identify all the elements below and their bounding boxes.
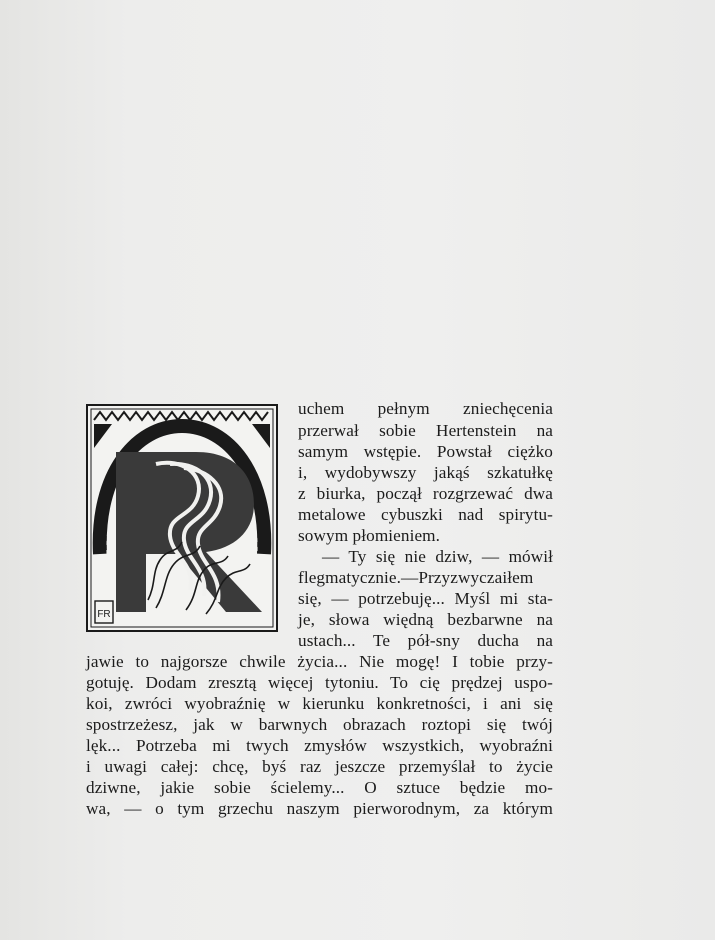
text-line: przerwał sobie Hertenstein na bbox=[298, 421, 553, 440]
text-line: je, słowa więdną bezbarwne na bbox=[298, 610, 553, 629]
text-line: flegmatycznie.—Przyzwyczaiłem bbox=[298, 568, 534, 587]
text-line: ustach... Te pół-sny ducha na bbox=[298, 631, 553, 650]
text-line: lęk... Potrzeba mi twych zmysłów wszystkich, wyobraźni bbox=[86, 736, 553, 755]
decorative-initial-r bbox=[86, 404, 278, 632]
text-line: i uwagi całej: chcę, byś raz jeszcze przemyślał to życie bbox=[86, 757, 553, 776]
text-line: spostrzeżesz, jak w barwnych obrazach roztopi się twój bbox=[86, 715, 553, 734]
text-line: samym wstępie. Powstał ciężko bbox=[298, 442, 553, 461]
text-line: sowym płomieniem. bbox=[298, 526, 441, 545]
text-line: koi, zwróci wyobraźnię w kierunku konkretności, i ani się bbox=[86, 694, 553, 713]
text-line: jawie to najgorsze chwile życia... Nie mogę! I tobie przy- bbox=[86, 652, 553, 671]
text-line: gotuję. Dodam zresztą więcej tytoniu. To cię prędzej uspo- bbox=[86, 673, 553, 692]
text-line: z biurka, począł rozgrzewać dwa bbox=[298, 484, 553, 503]
text-line: wa, — o tym grzechu naszym pierworodnym, za którym bbox=[86, 799, 553, 818]
monogram-text: FR bbox=[97, 609, 111, 620]
text-line: — Ty się nie dziw, — mówił bbox=[322, 547, 553, 566]
text-line: się, — potrzebuję... Myśl mi sta- bbox=[298, 589, 553, 608]
text-line: uchem pełnym zniechęcenia bbox=[298, 399, 553, 418]
text-line: i, wydobywszy jakąś szkatułkę bbox=[298, 463, 553, 482]
text-line: metalowe cybuszki nad spirytu- bbox=[298, 505, 553, 524]
text-line: dziwne, jakie sobie ścielemy... O sztuce będzie mo- bbox=[86, 778, 553, 797]
